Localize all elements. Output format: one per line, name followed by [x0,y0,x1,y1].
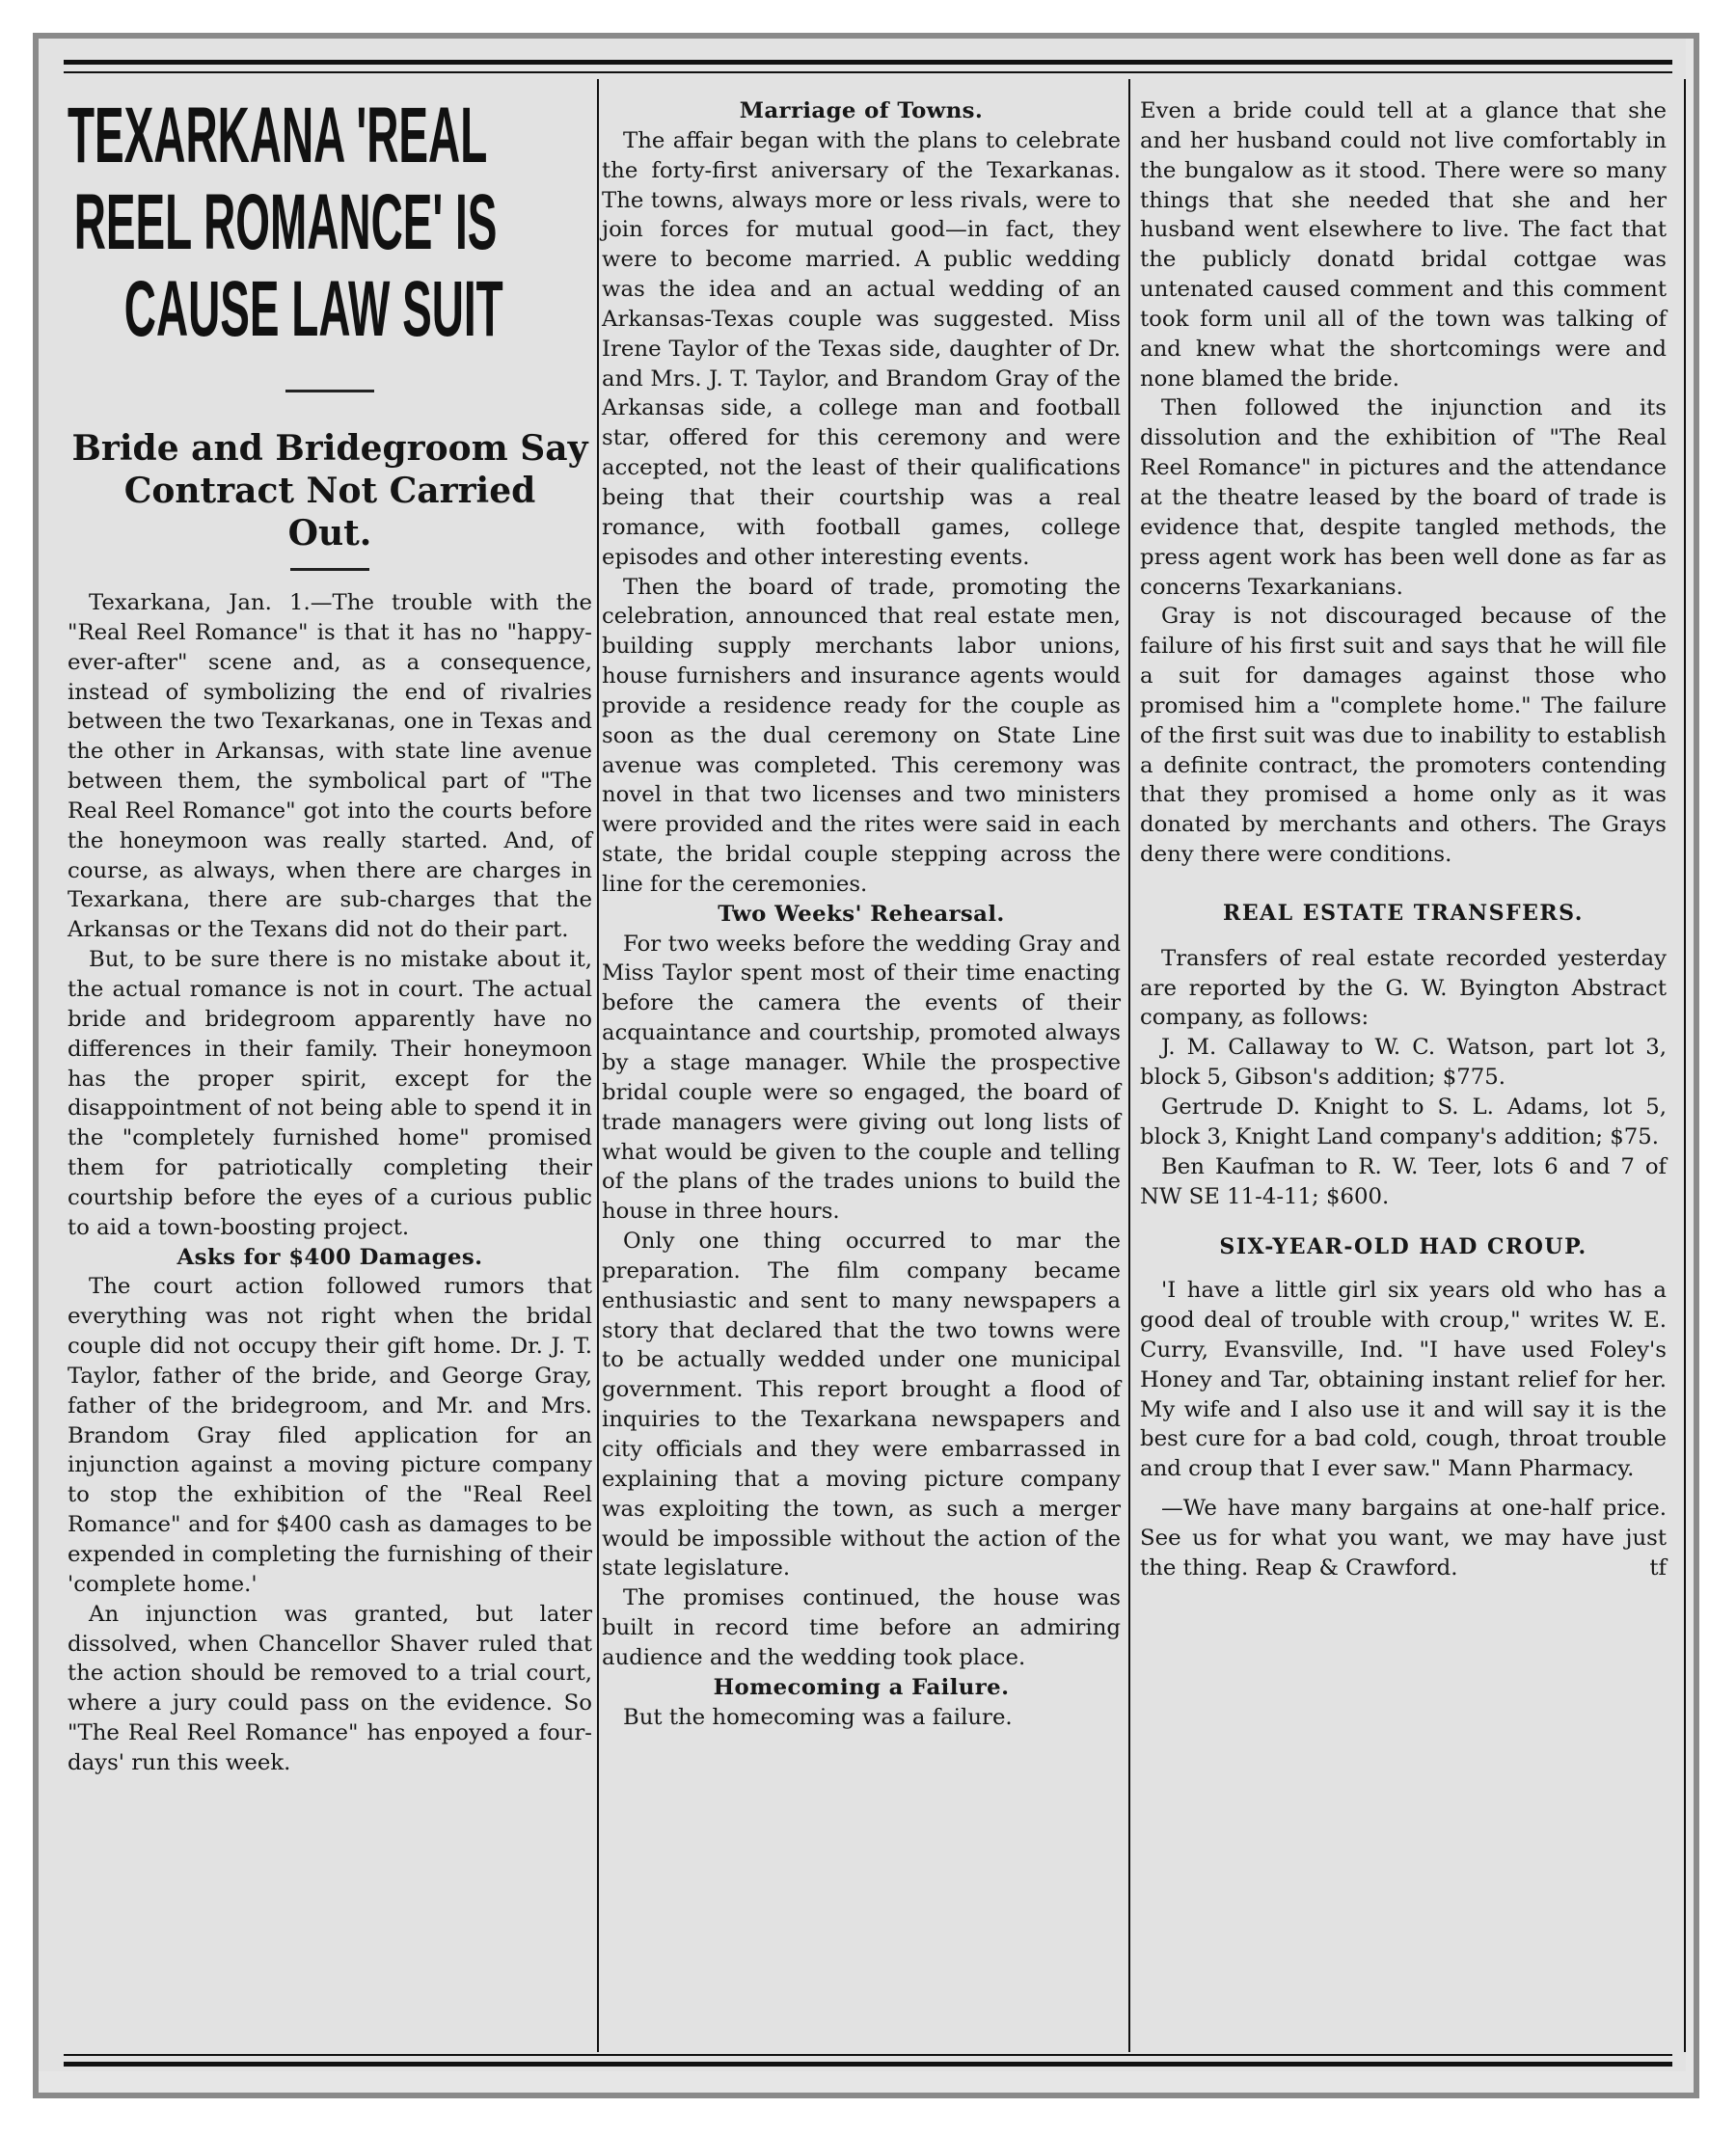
subheadline [68,427,592,554]
paragraph: Texarkana, Jan. 1.—The trouble with the "Real Reel Romance" is that it has no "happy-ever-after" scene and, as a consequence, instead of symbolizing the end of rivalries between the two Texarkanas, one in Texas and the other in Arkansas, with state line avenue between them, the symbolical part of "The Real Reel Romance" got into the courts before the honeymoon was really started. And, of course, as always, when there are charges in Texarkana, there are sub-charges that the Arkansas or the Texans did not do their part. [68,590,592,943]
column-1 [68,93,592,1778]
paragraph: 'I have a little girl six years old who has a good deal of trouble with croup," writes W. E. Curry, Evansville, Ind. "I have used Foley's Honey and Tar, obtaining instant relief for her. My wife and I also use it and will say it is the best cure for a bad cold, cough, throat trouble and croup that I ever saw." Mann Pharmacy. [1140,1278,1667,1482]
subheadline-line-3: Out. [287,513,372,554]
paragraph: The court action followed rumors that everything was not right when the bridal couple did not occupy their gift home. Dr. J. T. Taylor, father of the bride, and George Gray, father of the bridegroom, and Mr. and Mrs. Brandom Gray filed application for an injunction against a moving picture company to stop the exhibition of the "Real Reel Romance" and for $400 cash as damages to be expended in completing the furnishing of their 'complete home.' [68,1274,592,1597]
paragraph: Ben Kaufman to R. W. Teer, lots 6 and 7 of NW SE 11-4-11; $600. [1140,1153,1667,1209]
subheadline-divider [290,568,369,571]
section-heading-rehearsal: Two Weeks' Rehearsal. [718,901,1005,927]
section-heading-homecoming: Homecoming a Failure. [713,1674,1010,1700]
top-rule-thick [64,60,1672,65]
edge-line-right [1684,79,1686,2052]
paragraph: Only one thing occurred to mar the preparation. The film company became enthusiastic and sent to many newspapers a story that declared that the two towns were to be actually wedded under one municipal government. This report brought a flood of inquiries to the Texarkana newspapers and city officials and they were embarrassed in explaining that a moving picture company was exploiting the town, as such a merger would be impossible without the action of the state legislature. [602,1229,1121,1581]
paragraph: The affair began with the plans to celebrate the forty-first aniversary of the Texarkanas. The towns, always more or less rivals, were to join forces for mutual good—in fact, they were to become married. A public wedding was the idea and an actual wedding of an Arkansas-Texas couple was suggested. Miss Irene Taylor of the Texas side, daughter of Dr. and Mrs. J. T. Taylor, and Brandom Gray of the Arkansas side, a college man and football star, offered for this ceremony and were accepted, not the least of their qualifications being that their courtship was a real romance, with football games, college episodes and other interesting events. [602,127,1121,570]
headline [68,93,597,353]
column-3 [1140,96,1667,1583]
paragraph: For two weeks before the wedding Gray and Miss Taylor spent most of their time enacting before the camera the events of their acquaintance and courtship, promoted always by a stage manager. While the prospective bridal couple were so engaged, the board of trade managers were giving out long lists of what would be given to the couple and telling of the plans of the trades unions to build the house in three hours. [602,931,1121,1225]
headline-divider [285,390,374,392]
advert-text: —We have many bargains at one-half price. See us for what you want, we may have just the thing. Reap & Crawford. [1140,1496,1667,1581]
tf-mark: tf [1649,1554,1667,1581]
section-heading-croup: SIX-YEAR-OLD HAD CROUP. [1219,1234,1587,1260]
headline-line-3: CAUSE LAW SUIT [123,265,503,353]
headline-line-2: REEL ROMANCE' IS [73,178,498,266]
paragraph: Gray is not discouraged because of the failure of his first suit and says that he will file a suit for damages against those who promised him a "complete home." The failure of the first suit was due to inability to establish a definite contract, the promoters contending that they promised a home only as it was donated by merchants and others. The Grays deny there were conditions. [1140,604,1667,868]
section-heading-damages: Asks for $400 Damages. [176,1244,483,1270]
subheadline-line-2: Contract Not Carried [123,471,536,511]
paragraph [1140,1494,1667,1583]
paragraph: J. M. Callaway to W. C. Watson, part lot 3, block 5, Gibson's addition; $775. [1140,1035,1667,1091]
column-2 [602,96,1121,1732]
column-divider-1 [597,79,599,2052]
bottom-rule-thin [64,2054,1672,2056]
paragraph: Then the board of trade, promoting the celebration, announced that real estate men, building supply merchants labor unions, house furnishers and insurance agents would provide a residence ready for the couple as soon as the dual ceremony on State Line avenue was completed. This ceremony was novel in that two licenses and two ministers were provided and the rites were said in each state, the bridal couple stepping across the line for the ceremonies. [602,574,1121,897]
paragraph: But, to be sure there is no mistake about it, the actual romance is not in court. The actual bride and bridegroom apparently have no differences in their family. Their honeymoon has the proper spirit, except for the disappointment of not being able to spend it in the "completely furnished home" promised them for patriotically completing their courtship before the eyes of a curious public to aid a town-boosting project. [68,947,592,1240]
bottom-rule-thick [64,2062,1672,2067]
subheadline-line-1: Bride and Bridegroom Say [71,428,588,469]
paragraph: Transfers of real estate recorded yesterday are reported by the G. W. Byington Abstract company, as follows: [1140,945,1667,1031]
section-heading-real-estate-transfers: REAL ESTATE TRANSFERS. [1223,900,1584,926]
section-heading-marriage: Marriage of Towns. [739,98,984,123]
paragraph: The promises continued, the house was built in record time before an admiring audience and the wedding took place. [602,1585,1121,1670]
paragraph: Even a bride could tell at a glance that she and her husband could not live comfortably in the bungalow as it stood. There were so many things that she needed that she and her husband went elsewhere to live. The fact that the publicly donatd bridal cottgae was untenated caused comment and this comment took form unil all of the town was talking of and knew what the shortcomings were and none blamed the bride. [1140,98,1667,392]
headline-line-1: TEXARKANA 'REAL [68,92,488,179]
top-rule-thin [64,71,1672,73]
column-divider-2 [1128,79,1130,2052]
paragraph: Gertrude D. Knight to S. L. Adams, lot 5, block 3, Knight Land company's addition; $75. [1140,1095,1667,1149]
paragraph: Then followed the injunction and its dissolution and the exhibition of "The Real Reel Romance" in pictures and the attendance at the theatre leased by the board of trade is evidence that, despite tangled methods, the press agent work has been well done as far as concerns Texarkanians. [1140,395,1667,600]
paragraph: But the homecoming was a failure. [623,1704,1013,1730]
paragraph: An injunction was granted, but later dissolved, when Chancellor Shaver ruled that the action should be removed to a trial court, where a jury could pass on the evidence. So "The Real Reel Romance" has enpoyed a four-days' run this week. [68,1601,592,1775]
